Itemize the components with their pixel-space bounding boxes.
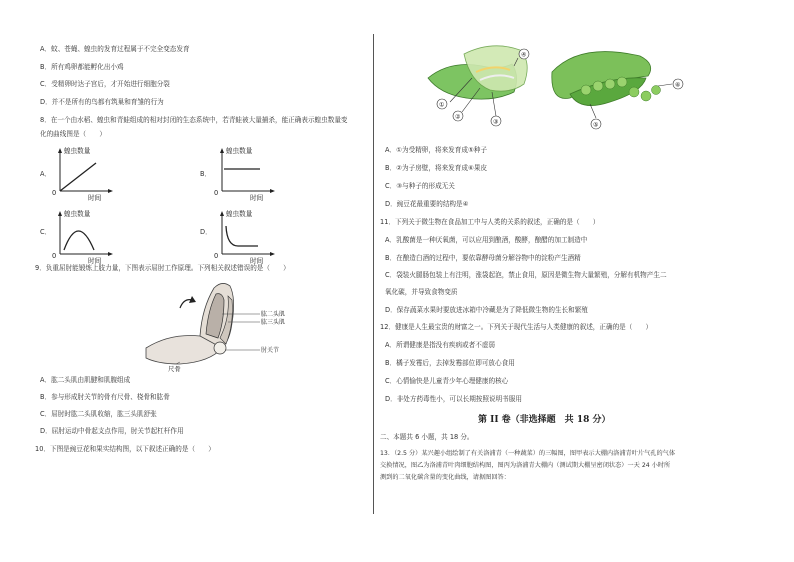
q13-line2: 交换情况，图乙为洛浦青叶肉细胞结构图，图丙为洛浦青大棚内（测试期大棚呈密闭状态）一天 24 小时所 — [380, 462, 671, 469]
q13-line1: 13．（2.5 分）某兴趣小组绘制了有关洛浦青（一种蔬菜）的三幅图，图甲表示大棚内洛浦青叶片气孔的气体 — [380, 450, 676, 457]
svg-text:②: ② — [455, 113, 461, 121]
q10-option-c: C．③与种子的形成无关 — [385, 182, 455, 190]
q11-option-c-cont: 氧化碳，并导致食物变质 — [385, 288, 458, 296]
q9-option-c: C．屈肘时肱二头肌收缩，肱三头肌舒张 — [40, 410, 157, 418]
q9-text: 9．负重屈肘能锻炼上肢力量，下图表示屈肘工作原理。下列相关叙述错误的是（ ） — [35, 264, 290, 272]
q8-graph-a — [48, 145, 138, 201]
left-column — [30, 0, 370, 562]
q11-option-d: D．保存蔬菜水果时要放进冰箱中冷藏是为了降低微生物的生长和繁殖 — [385, 306, 588, 314]
q8-option-b-label: B． — [200, 170, 212, 178]
graph-c-curve — [64, 231, 94, 250]
q8-option-d-label: D． — [200, 228, 212, 236]
q8-graph-b — [210, 145, 300, 201]
right-column — [380, 0, 752, 562]
q7-option-b: B．所有鸡卵都能孵化出小鸡 — [40, 63, 124, 71]
graph-a-curve — [60, 163, 96, 191]
arm-muscle-diagram — [140, 278, 290, 373]
label-triceps: 肱三头肌 — [261, 319, 286, 326]
q9-option-b: B．参与形成肘关节的骨有尺骨、桡骨和肱骨 — [40, 393, 170, 401]
q7-option-a: A．蚊、苍蝇、蝗虫的发育过程属于不完全变态发育 — [40, 45, 190, 53]
part2-note: 二、本题共 6 小题，共 18 分。 — [380, 433, 474, 441]
q10-option-b: B．②为子房壁，将来发育成⑥果皮 — [385, 164, 488, 172]
label-elbow-joint: 肘关节 — [261, 347, 280, 354]
graph-a-xlabel: 时间 — [88, 194, 102, 201]
label-ulna: 尺骨 — [168, 365, 181, 373]
svg-text:时间: 时间 — [250, 257, 264, 264]
svg-text:⑤: ⑤ — [593, 121, 599, 129]
q11-option-b: B．在酿造白酒的过程中，要依靠酵母菌分解谷物中的淀粉产生酒精 — [385, 254, 581, 262]
q8-text-line1: 8．在一个由水稻、蝗虫和青蛙组成的相对封闭的生态系统中，若青蛙被大量捕杀，能正确表示蝗虫数量变 — [40, 116, 348, 124]
q12-option-d: D．非处方药毒性小，可以长期按照说明书服用 — [385, 395, 522, 403]
q7-option-d: D．并不是所有的鸟都有筑巢和育雏的行为 — [40, 98, 164, 106]
q10-option-a: A．①为受精卵，将来发育成⑤种子 — [385, 146, 488, 154]
svg-text:0: 0 — [52, 252, 57, 260]
svg-text:④: ④ — [521, 51, 527, 59]
q11-option-c: C．袋装火腿肠包装上有注明，涨袋起泡，禁止食用，原因是微生物大量繁殖，分解有机物产生二 — [385, 271, 667, 279]
pea-flower-pod-image — [420, 32, 710, 132]
q12-option-a: A．所谓健康是指没有疾病或者不虚弱 — [385, 341, 496, 349]
q10-option-d: D．豌豆花最重要的结构是④ — [385, 200, 469, 208]
q9-option-d: D．屈肘运动中骨起支点作用，肘关节起杠杆作用 — [40, 427, 184, 435]
q12-option-c: C．心情愉快是儿童青少年心理健康的核心 — [385, 377, 509, 385]
svg-text:①: ① — [439, 101, 445, 109]
svg-text:蝗虫数量: 蝗虫数量 — [226, 147, 253, 155]
q11-option-a: A．乳酸菌是一种厌氧菌，可以应用到酿酒，酸酵，酿醋的加工制造中 — [385, 236, 588, 244]
svg-text:⑥: ⑥ — [675, 81, 681, 89]
q8-text-line2: 化的曲线图是（ ） — [40, 130, 106, 138]
svg-text:蝗虫数量: 蝗虫数量 — [226, 210, 253, 218]
q12-option-b: B．橘子发霉后，去掉发霉部位即可放心食用 — [385, 359, 515, 367]
q11-text: 11．下列关于微生物在食品加工中与人类的关系的叙述，正确的是（ ） — [380, 218, 600, 226]
svg-text:0: 0 — [214, 189, 219, 197]
graph-a-ylabel: 蝗虫数量 — [64, 147, 91, 155]
q8-graph-c — [48, 208, 138, 264]
q8-option-a-label: A． — [40, 170, 52, 178]
svg-text:0: 0 — [214, 252, 219, 260]
q13-line3: 测到的二氧化碳含量的变化曲线，请据图回答： — [380, 474, 510, 481]
svg-text:时间: 时间 — [88, 257, 102, 264]
q9-option-a: A．肱二头肌由肌腱和肌腹组成 — [40, 376, 131, 384]
svg-text:蝗虫数量: 蝗虫数量 — [64, 210, 91, 218]
q7-option-c: C．受精卵时达子宫后，才开始进行细胞分裂 — [40, 80, 170, 88]
q10-text: 10．下图是豌豆花和果实结构图，以下叙述正确的是（ ） — [35, 445, 215, 453]
q8-option-c-label: C． — [40, 228, 52, 236]
q12-text: 12．健康是人生最宝贵的财富之一。下列关于现代生活与人类健康的叙述，正确的是（ ） — [380, 323, 653, 331]
graph-d-curve — [226, 226, 258, 246]
svg-text:0: 0 — [52, 189, 57, 197]
svg-text:时间: 时间 — [250, 194, 264, 201]
part2-title: 第 II 卷（非选择题 共 18 分） — [478, 415, 611, 425]
q8-graph-d — [210, 208, 300, 264]
svg-text:③: ③ — [493, 118, 499, 126]
label-biceps: 肱二头肌 — [261, 311, 286, 318]
column-divider — [373, 34, 374, 514]
